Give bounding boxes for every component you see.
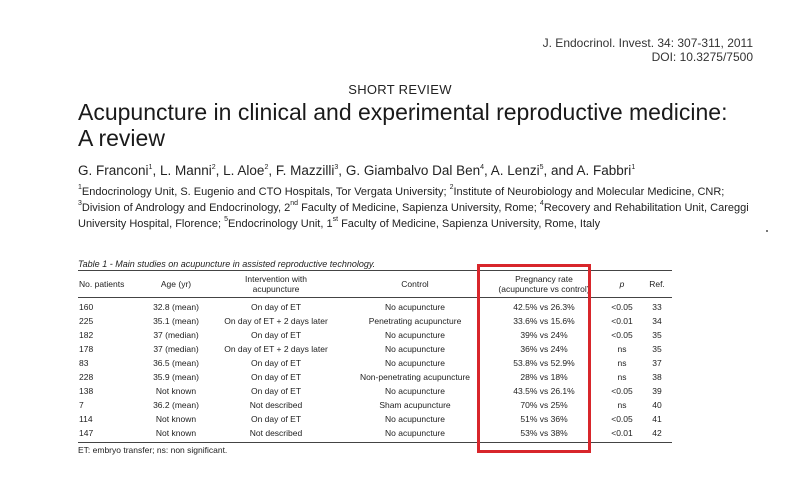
- cell-control: No acupuncture: [384, 358, 445, 368]
- cell-age: 35.9 (mean): [153, 372, 199, 382]
- cell-age: Not known: [155, 414, 197, 424]
- cell-patients: 114: [79, 414, 93, 424]
- cell-control: No acupuncture: [384, 386, 445, 396]
- cell-pregnancy-rate: 43.5% vs 26.1%: [513, 386, 575, 396]
- cell-pregnancy-rate: 28% vs 18%: [520, 372, 568, 382]
- section-label: SHORT REVIEW: [348, 82, 452, 97]
- cell-ref: 35: [652, 344, 662, 354]
- cell-p-value: ns: [617, 372, 627, 382]
- header-pregnancy-rate: Pregnancy rate (acupuncture vs control): [498, 274, 590, 294]
- cell-age: 32.8 (mean): [153, 302, 199, 312]
- cell-intervention: On day of ET: [250, 358, 302, 368]
- cell-patients: 7: [79, 400, 84, 410]
- cell-ref: 40: [652, 400, 662, 410]
- cell-ref: 41: [652, 414, 662, 424]
- cell-intervention: On day of ET: [250, 386, 302, 396]
- cell-pregnancy-rate: 51% vs 36%: [520, 414, 568, 424]
- cell-pregnancy-rate: 70% vs 25%: [520, 400, 568, 410]
- cell-intervention: On day of ET: [250, 302, 302, 312]
- author: A. Fabbri$^1$: [576, 163, 636, 178]
- cell-pregnancy-rate: 53% vs 38%: [520, 428, 568, 438]
- cell-p-value: <0.05: [611, 302, 633, 312]
- stray-dot: [766, 230, 768, 232]
- cell-control: Non-penetrating acupuncture: [359, 372, 471, 382]
- cell-intervention: Not described: [249, 400, 303, 410]
- header-patients: No. patients: [79, 279, 125, 289]
- cell-ref: 33: [652, 302, 662, 312]
- cell-pregnancy-rate: 42.5% vs 26.3%: [513, 302, 575, 312]
- cell-patients: 228: [79, 372, 94, 382]
- cell-patients: 182: [79, 330, 94, 340]
- cell-age: 36.2 (mean): [153, 400, 199, 410]
- cell-p-value: ns: [617, 400, 627, 410]
- cell-age: Not known: [155, 386, 197, 396]
- header-control: Control: [401, 279, 429, 289]
- cell-patients: 178: [79, 344, 94, 354]
- header-intervention: Intervention with acupuncture: [245, 274, 307, 294]
- cell-p-value: <0.01: [611, 428, 633, 438]
- cell-age: 35.1 (mean): [153, 316, 199, 326]
- header-age: Age (yr): [160, 279, 192, 289]
- cell-age: 37 (median): [153, 344, 199, 354]
- author: L. Aloe$^2$,: [223, 163, 276, 178]
- cell-ref: 34: [652, 316, 662, 326]
- cell-control: No acupuncture: [384, 330, 445, 340]
- cell-pregnancy-rate: 53.8% vs 52.9%: [513, 358, 575, 368]
- header-ref: Ref.: [649, 279, 665, 289]
- cell-intervention: Not described: [249, 428, 303, 438]
- author: G. Franconi$^1$,: [78, 163, 160, 178]
- cell-patients: 225: [79, 316, 94, 326]
- cell-age: Not known: [155, 428, 197, 438]
- header-p-value: p: [619, 279, 625, 289]
- cell-p-value: ns: [617, 358, 627, 368]
- author: G. Giambalvo Dal Ben$^4$,: [345, 163, 491, 178]
- affiliations: $^1$Endocrinology Unit, S. Eugenio and CTO Hospitals, Tor Vergata University; $^2$Institute of Neurobiology and Molecular Medicine, CNR; $^3$Division of Andrology and Endocrinology, 2nd Faculty of Medicine, Sapienza University, Rome; $^4$Recovery and Rehabilitation Unit, Careggi University Hospital, Florence; $^5$Endocrinology Unit, 1st Faculty of Medicine, Sapienza University, Rome, Italy: [78, 184, 749, 230]
- cell-patients: 83: [79, 358, 89, 368]
- cell-pregnancy-rate: 39% vs 24%: [520, 330, 568, 340]
- cell-patients: 160: [79, 302, 94, 312]
- cell-intervention: On day of ET: [250, 330, 302, 340]
- cell-ref: 37: [652, 358, 662, 368]
- cell-control: No acupuncture: [384, 344, 445, 354]
- table-footnote: ET: embryo transfer; ns: non significant.: [78, 445, 228, 455]
- author: F. Mazzilli$^3$,: [275, 163, 346, 178]
- cell-patients: 138: [79, 386, 94, 396]
- journal-header: [543, 36, 753, 64]
- journal-citation: J. Endocrinol. Invest. 34: 307-311, 2011: [542, 36, 753, 50]
- author: L. Manni$^2$,: [159, 163, 224, 178]
- table-caption: Table 1 - Main studies on acupuncture in assisted reproductive technology.: [78, 259, 376, 269]
- cell-p-value: <0.05: [611, 414, 633, 424]
- cell-intervention: On day of ET: [250, 414, 302, 424]
- cell-p-value: <0.05: [611, 330, 633, 340]
- cell-age: 36.5 (mean): [153, 358, 199, 368]
- cell-control: No acupuncture: [384, 302, 445, 312]
- author-list: [78, 163, 635, 178]
- cell-control: Sham acupuncture: [379, 400, 451, 410]
- cell-intervention: On day of ET + 2 days later: [224, 344, 328, 354]
- author: A. Lenzi$^5$, and: [490, 163, 577, 178]
- cell-age: 37 (median): [153, 330, 199, 340]
- cell-intervention: On day of ET: [250, 372, 302, 382]
- cell-ref: 38: [652, 372, 662, 382]
- cell-p-value: ns: [617, 344, 627, 354]
- paper-title: [78, 99, 778, 151]
- journal-doi: DOI: 10.3275/7500: [651, 50, 753, 64]
- pregnancy-rate-highlight-box: [477, 264, 591, 453]
- cell-control: No acupuncture: [384, 414, 445, 424]
- cell-intervention: On day of ET + 2 days later: [224, 316, 328, 326]
- cell-pregnancy-rate: 36% vs 24%: [520, 344, 568, 354]
- cell-control: Penetrating acupuncture: [368, 316, 462, 326]
- paper-title-line-2: A review: [78, 125, 165, 151]
- cell-pregnancy-rate: 33.6% vs 15.6%: [513, 316, 575, 326]
- cell-ref: 35: [652, 330, 662, 340]
- paper-title-line-1: Acupuncture in clinical and experimental reproductive medicine:: [78, 99, 728, 125]
- cell-ref: 42: [652, 428, 662, 438]
- cell-control: No acupuncture: [384, 428, 445, 438]
- cell-p-value: <0.05: [611, 386, 633, 396]
- cell-ref: 39: [652, 386, 662, 396]
- cell-p-value: <0.01: [611, 316, 633, 326]
- cell-patients: 147: [79, 428, 94, 438]
